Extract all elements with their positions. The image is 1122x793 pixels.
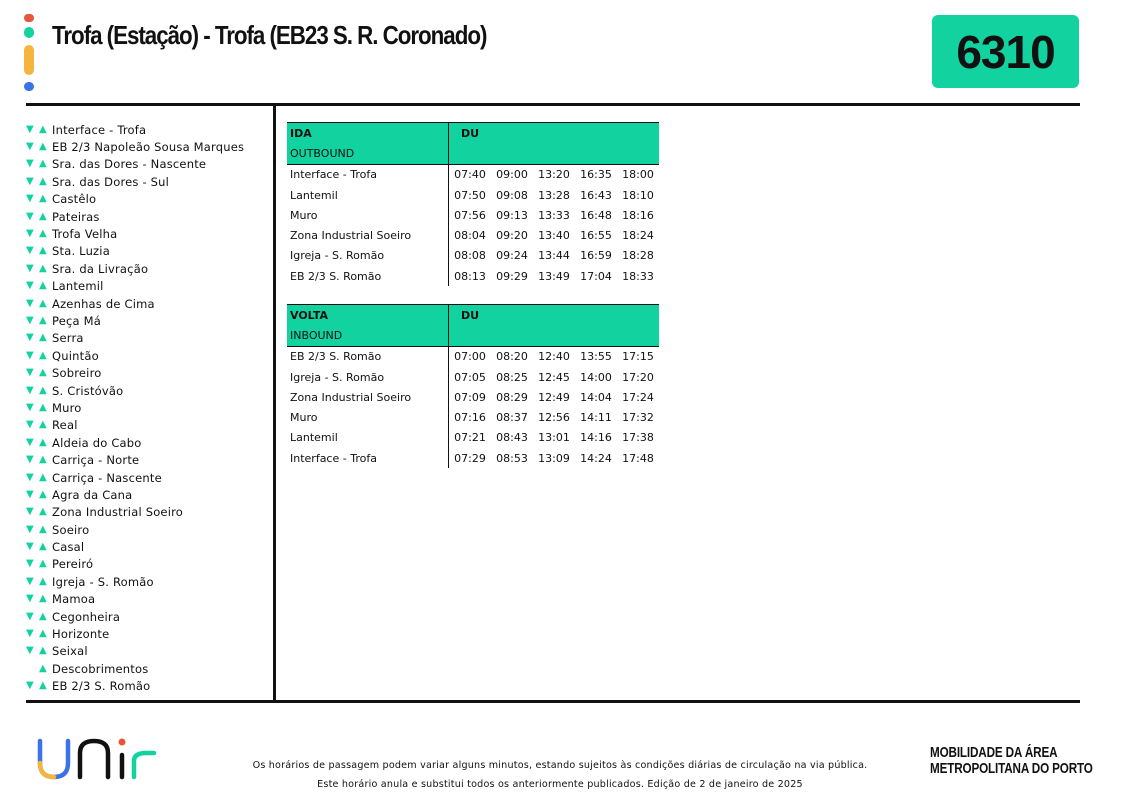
stop-list-item — [26, 678, 271, 695]
down-arrow-icon: ▼ — [26, 314, 34, 326]
down-arrow-icon: ▼ — [26, 332, 34, 344]
direction-arrows — [26, 664, 52, 674]
departure-time: 18:28 — [622, 249, 654, 263]
up-arrow-icon: ▲ — [39, 419, 47, 431]
departure-time: 18:10 — [622, 188, 654, 202]
direction-arrows — [26, 646, 52, 656]
stop-list-item — [26, 121, 271, 138]
row-stop-name: Muro — [290, 208, 318, 222]
stop-list-item — [26, 625, 271, 642]
route-title: Trofa (Estação) - Trofa (EB23 S. R. Coronado) — [52, 20, 487, 50]
amp-logo — [930, 745, 1093, 777]
departure-time: 13:55 — [580, 350, 612, 364]
down-arrow-icon: ▼ — [26, 349, 34, 361]
departure-time: 13:33 — [538, 208, 570, 222]
direction-arrows — [26, 246, 52, 256]
stop-list-item — [26, 660, 271, 677]
departure-time: 08:25 — [496, 370, 528, 384]
row-stop-name: Lantemil — [290, 431, 338, 445]
up-arrow-icon: ▲ — [39, 262, 47, 274]
stop-list-item — [26, 521, 271, 538]
direction-arrows — [26, 299, 52, 309]
day-type-label: DU — [449, 305, 660, 326]
departure-time: 08:08 — [449, 246, 492, 266]
up-arrow-icon: ▲ — [39, 662, 47, 674]
top-divider — [26, 103, 1080, 106]
direction-arrows — [26, 386, 52, 396]
red-dot-icon — [24, 14, 34, 22]
departure-time: 17:15 — [622, 350, 654, 364]
amp-logo-line1: MOBILIDADE DA ÁREA — [930, 744, 1058, 761]
departure-time: 17:04 — [580, 269, 612, 283]
down-arrow-icon: ▼ — [26, 575, 34, 587]
up-arrow-icon: ▲ — [39, 332, 47, 344]
stop-list-item — [26, 573, 271, 590]
departure-time: 12:56 — [538, 411, 570, 425]
table-row — [287, 428, 659, 448]
stop-name: Agra da Cana — [52, 487, 133, 502]
departure-time: 17:24 — [622, 390, 654, 404]
departure-time: 08:13 — [449, 266, 492, 286]
stop-list-item — [26, 243, 271, 260]
down-arrow-icon: ▼ — [26, 262, 34, 274]
departure-time: 12:40 — [538, 350, 570, 364]
stop-list-item — [26, 347, 271, 364]
down-arrow-icon: ▼ — [26, 158, 34, 170]
stop-name: Carriça - Norte — [52, 453, 140, 468]
up-arrow-icon: ▲ — [39, 245, 47, 257]
departure-time: 17:38 — [622, 431, 654, 445]
up-arrow-icon: ▲ — [39, 193, 47, 205]
stop-name: EB 2/3 Napoleão Sousa Marques — [52, 140, 245, 155]
departure-time: 12:45 — [538, 370, 570, 384]
up-arrow-icon: ▲ — [39, 471, 47, 483]
direction-arrows — [26, 507, 52, 517]
departure-time: 17:48 — [622, 451, 654, 465]
table-row — [287, 367, 659, 387]
table-row — [287, 448, 659, 468]
departure-time: 07:00 — [449, 346, 492, 367]
departure-time: 14:11 — [580, 411, 612, 425]
departure-time: 08:43 — [496, 431, 528, 445]
departure-time: 08:20 — [496, 350, 528, 364]
row-stop-name: Zona Industrial Soeiro — [290, 390, 412, 404]
stop-list — [26, 121, 271, 695]
header-spacer — [449, 143, 660, 164]
down-arrow-icon: ▼ — [26, 506, 34, 518]
direction-label: IDA — [287, 123, 449, 144]
stop-name: Azenhas de Cima — [52, 296, 155, 311]
departure-time: 07:56 — [449, 205, 492, 225]
direction-arrows — [26, 281, 52, 291]
stop-list-item — [26, 643, 271, 660]
row-stop-name: Muro — [290, 411, 318, 425]
direction-arrows — [26, 403, 52, 413]
direction-arrows — [26, 125, 52, 135]
departure-time: 13:49 — [538, 269, 570, 283]
stop-list-item — [26, 173, 271, 190]
vertical-divider — [273, 106, 276, 701]
row-stop-name: Interface - Trofa — [290, 168, 377, 182]
stop-name: Descobrimentos — [52, 661, 149, 676]
down-arrow-icon: ▼ — [26, 297, 34, 309]
stop-name: Lantemil — [52, 279, 104, 294]
departure-time: 07:50 — [449, 185, 492, 205]
departure-time: 07:29 — [449, 448, 492, 468]
down-arrow-icon: ▼ — [26, 541, 34, 553]
table-row — [287, 205, 659, 225]
row-stop-name: Zona Industrial Soeiro — [290, 229, 412, 243]
direction-arrows — [26, 159, 52, 169]
departure-time: 08:29 — [496, 390, 528, 404]
green-dot-icon — [24, 27, 34, 38]
down-arrow-icon: ▼ — [26, 488, 34, 500]
stop-name: Horizonte — [52, 627, 110, 642]
stop-list-item — [26, 278, 271, 295]
up-arrow-icon: ▲ — [39, 558, 47, 570]
departure-time: 08:04 — [449, 225, 492, 245]
up-arrow-icon: ▲ — [39, 280, 47, 292]
up-arrow-icon: ▲ — [39, 541, 47, 553]
day-type-label: DU — [449, 123, 660, 144]
bottom-divider — [26, 700, 1080, 703]
departure-time: 09:29 — [496, 269, 528, 283]
up-arrow-icon: ▲ — [39, 123, 47, 135]
up-arrow-icon: ▲ — [39, 454, 47, 466]
header-spacer — [449, 325, 660, 346]
direction-arrows — [26, 420, 52, 430]
direction-arrows — [26, 681, 52, 691]
departure-time: 14:16 — [580, 431, 612, 445]
stop-name: Real — [52, 418, 78, 433]
row-stop-name: Interface - Trofa — [290, 451, 377, 465]
direction-arrows — [26, 455, 52, 465]
departure-time: 16:35 — [580, 168, 612, 182]
direction-arrows — [26, 438, 52, 448]
up-arrow-icon: ▲ — [39, 610, 47, 622]
up-arrow-icon: ▲ — [39, 436, 47, 448]
direction-arrows — [26, 229, 52, 239]
table-row — [287, 185, 659, 205]
up-arrow-icon: ▲ — [39, 175, 47, 187]
departure-time: 17:32 — [622, 411, 654, 425]
stop-list-item — [26, 138, 271, 155]
footer-notice-line2: Este horário anula e substitui todos os anteriormente publicados. Edição de 2 de janeiro de 2025 — [317, 779, 803, 790]
stop-list-item — [26, 364, 271, 381]
stop-name: Peça Má — [52, 313, 101, 328]
stop-name: Carriça - Nascente — [52, 470, 162, 485]
departure-time: 13:44 — [538, 249, 570, 263]
table-row — [287, 246, 659, 266]
down-arrow-icon: ▼ — [26, 175, 34, 187]
yellow-bar-icon — [24, 45, 34, 75]
down-arrow-icon: ▼ — [26, 210, 34, 222]
up-arrow-icon: ▲ — [39, 628, 47, 640]
up-arrow-icon: ▲ — [39, 593, 47, 605]
up-arrow-icon: ▲ — [39, 314, 47, 326]
departure-time: 13:20 — [538, 168, 570, 182]
stop-name: Sra. da Livração — [52, 261, 149, 276]
down-arrow-icon: ▼ — [26, 610, 34, 622]
up-arrow-icon: ▲ — [39, 297, 47, 309]
direction-arrows — [26, 473, 52, 483]
down-arrow-icon: ▼ — [26, 628, 34, 640]
stop-list-item — [26, 486, 271, 503]
up-arrow-icon: ▲ — [39, 210, 47, 222]
down-arrow-icon: ▼ — [26, 680, 34, 692]
down-arrow-icon: ▼ — [26, 280, 34, 292]
departure-time: 16:55 — [580, 229, 612, 243]
stop-list-item — [26, 399, 271, 416]
stop-name: Quintão — [52, 348, 99, 363]
departure-time: 09:20 — [496, 229, 528, 243]
up-arrow-icon: ▲ — [39, 401, 47, 413]
up-arrow-icon: ▲ — [39, 506, 47, 518]
direction-arrows — [26, 333, 52, 343]
departure-time: 09:00 — [496, 168, 528, 182]
table-row — [287, 387, 659, 407]
departure-time: 13:09 — [538, 451, 570, 465]
departure-time: 07:16 — [449, 407, 492, 427]
row-stop-name: Igreja - S. Romão — [290, 370, 385, 384]
stop-name: Mamoa — [52, 592, 96, 607]
direction-arrows — [26, 142, 52, 152]
route-number-badge: 6310 — [932, 15, 1079, 88]
stop-name: Serra — [52, 331, 84, 346]
direction-arrows — [26, 594, 52, 604]
stop-name: Sobreiro — [52, 366, 102, 381]
direction-sublabel: INBOUND — [287, 325, 449, 346]
down-arrow-icon: ▼ — [26, 123, 34, 135]
stop-name: Sra. das Dores - Nascente — [52, 157, 207, 172]
stop-name: S. Cristóvão — [52, 383, 124, 398]
down-arrow-icon: ▼ — [26, 523, 34, 535]
departure-time: 18:24 — [622, 229, 654, 243]
down-arrow-icon: ▼ — [26, 454, 34, 466]
amp-logo-line2: METROPOLITANA DO PORTO — [930, 760, 1093, 777]
departure-time: 16:43 — [580, 188, 612, 202]
direction-arrows — [26, 212, 52, 222]
stop-name: Cegonheira — [52, 609, 121, 624]
departure-time: 07:05 — [449, 367, 492, 387]
down-arrow-icon: ▼ — [26, 471, 34, 483]
direction-arrows — [26, 264, 52, 274]
stop-name: Aldeia do Cabo — [52, 435, 142, 450]
direction-sublabel: OUTBOUND — [287, 143, 449, 164]
stop-name: Interface - Trofa — [52, 122, 147, 137]
table-row — [287, 266, 659, 286]
departure-time: 09:08 — [496, 188, 528, 202]
down-arrow-icon: ▼ — [26, 141, 34, 153]
departure-time: 08:53 — [496, 451, 528, 465]
down-arrow-icon: ▼ — [26, 245, 34, 257]
stop-list-item — [26, 469, 271, 486]
stop-name: Pereiró — [52, 557, 94, 572]
row-stop-name: EB 2/3 S. Romão — [290, 269, 382, 283]
up-arrow-icon: ▲ — [39, 680, 47, 692]
departure-time: 18:00 — [622, 168, 654, 182]
direction-arrows — [26, 559, 52, 569]
stop-list-item — [26, 156, 271, 173]
direction-arrows — [26, 612, 52, 622]
down-arrow-icon: ▼ — [26, 419, 34, 431]
stop-name: Soeiro — [52, 522, 90, 537]
departure-time: 09:24 — [496, 249, 528, 263]
stop-name: Seixal — [52, 644, 88, 659]
direction-arrows — [26, 368, 52, 378]
down-arrow-icon: ▼ — [26, 384, 34, 396]
stop-list-item — [26, 312, 271, 329]
departure-time: 13:28 — [538, 188, 570, 202]
stop-list-item — [26, 208, 271, 225]
stop-list-item — [26, 556, 271, 573]
table-row — [287, 346, 659, 367]
stop-name: Casal — [52, 540, 85, 555]
stop-list-item — [26, 295, 271, 312]
departure-time: 08:37 — [496, 411, 528, 425]
departure-time: 07:40 — [449, 164, 492, 185]
row-stop-name: Lantemil — [290, 188, 338, 202]
direction-arrows — [26, 177, 52, 187]
up-arrow-icon: ▲ — [39, 158, 47, 170]
stop-list-item — [26, 434, 271, 451]
stop-list-item — [26, 451, 271, 468]
direction-arrows — [26, 490, 52, 500]
up-arrow-icon: ▲ — [39, 645, 47, 657]
departure-time: 12:49 — [538, 390, 570, 404]
down-arrow-icon: ▼ — [26, 228, 34, 240]
direction-arrows — [26, 194, 52, 204]
stop-name: Sra. das Dores - Sul — [52, 174, 170, 189]
down-arrow-icon: ▼ — [26, 367, 34, 379]
stop-list-item — [26, 330, 271, 347]
down-arrow-icon: ▼ — [26, 645, 34, 657]
up-arrow-icon: ▲ — [39, 488, 47, 500]
up-arrow-icon: ▲ — [39, 367, 47, 379]
departure-time: 18:33 — [622, 269, 654, 283]
departure-time: 18:16 — [622, 208, 654, 222]
direction-arrows — [26, 577, 52, 587]
departure-time: 09:13 — [496, 208, 528, 222]
stop-list-item — [26, 225, 271, 242]
blue-dot-icon — [24, 82, 34, 91]
stop-name: Trofa Velha — [52, 227, 118, 242]
down-arrow-icon: ▼ — [26, 401, 34, 413]
row-stop-name: EB 2/3 S. Romão — [290, 350, 382, 364]
direction-arrows — [26, 525, 52, 535]
down-arrow-icon: ▼ — [26, 193, 34, 205]
stop-list-item — [26, 191, 271, 208]
stop-list-item — [26, 382, 271, 399]
up-arrow-icon: ▲ — [39, 575, 47, 587]
direction-arrows — [26, 629, 52, 639]
departure-time: 14:00 — [580, 370, 612, 384]
departure-time: 13:01 — [538, 431, 570, 445]
stop-list-item — [26, 260, 271, 277]
stop-list-item — [26, 591, 271, 608]
direction-label: VOLTA — [287, 305, 449, 326]
stop-name: Zona Industrial Soeiro — [52, 505, 184, 520]
stop-name: Sta. Luzia — [52, 244, 110, 259]
departure-time: 14:04 — [580, 390, 612, 404]
stop-name: Castêlo — [52, 192, 97, 207]
up-arrow-icon: ▲ — [39, 384, 47, 396]
stop-name: Igreja - S. Romão — [52, 574, 154, 589]
stop-name: Muro — [52, 400, 82, 415]
inbound-timetable — [287, 304, 659, 468]
table-row — [287, 407, 659, 427]
direction-arrows — [26, 316, 52, 326]
direction-arrows — [26, 542, 52, 552]
departure-time: 17:20 — [622, 370, 654, 384]
table-row — [287, 225, 659, 245]
down-arrow-icon: ▼ — [26, 593, 34, 605]
stop-list-item — [26, 504, 271, 521]
stop-list-item — [26, 608, 271, 625]
up-arrow-icon: ▲ — [39, 349, 47, 361]
departure-time: 14:24 — [580, 451, 612, 465]
down-arrow-icon: ▼ — [26, 558, 34, 570]
stop-name: EB 2/3 S. Romão — [52, 679, 151, 694]
unir-logo — [36, 733, 171, 783]
stop-list-item — [26, 538, 271, 555]
stop-name: Pateiras — [52, 209, 100, 224]
up-arrow-icon: ▲ — [39, 228, 47, 240]
departure-time: 13:40 — [538, 229, 570, 243]
footer-notice-line1: Os horários de passagem podem variar alguns minutos, estando sujeitos às condições diárias de circulação na via pública. — [252, 760, 868, 771]
departure-time: 07:09 — [449, 387, 492, 407]
up-arrow-icon: ▲ — [39, 141, 47, 153]
outbound-timetable — [287, 122, 659, 286]
departure-time: 16:48 — [580, 208, 612, 222]
down-arrow-icon: ▼ — [26, 436, 34, 448]
departure-time: 07:21 — [449, 428, 492, 448]
up-arrow-icon: ▲ — [39, 523, 47, 535]
departure-time: 16:59 — [580, 249, 612, 263]
direction-arrows — [26, 351, 52, 361]
table-row — [287, 164, 659, 185]
row-stop-name: Igreja - S. Romão — [290, 249, 385, 263]
stop-list-item — [26, 417, 271, 434]
